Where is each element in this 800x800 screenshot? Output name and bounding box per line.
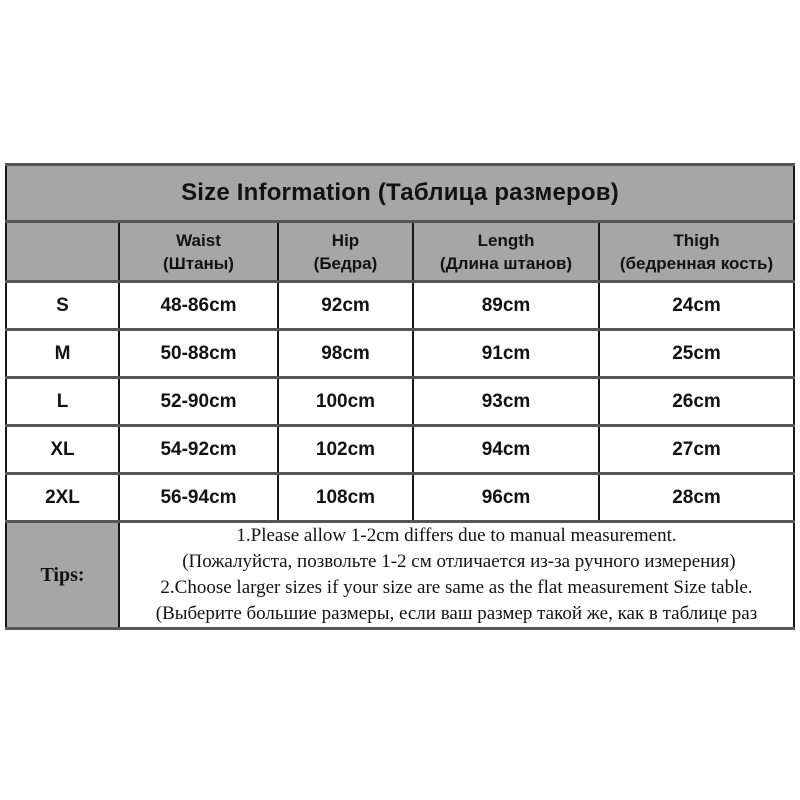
size-row-l xyxy=(6,378,794,426)
tips-row xyxy=(6,522,794,629)
column-header-length-en: Length xyxy=(477,230,535,250)
row-l-thigh: 26cm xyxy=(599,378,794,426)
row-2xl-length: 96cm xyxy=(413,474,599,522)
size-row-xl xyxy=(6,426,794,474)
tips-line-2: (Пожалуйста, позвольте 1-2 см отличается из-за ручного измерения) xyxy=(177,551,736,572)
column-header-thigh-en: Thigh xyxy=(673,230,720,250)
row-xl-hip: 102cm xyxy=(278,426,413,474)
size-row-m xyxy=(6,330,794,378)
size-row-s xyxy=(6,282,794,330)
row-xl-size-label: XL xyxy=(6,426,119,474)
row-s-thigh: 24cm xyxy=(599,282,794,330)
column-header-waist-en: Waist xyxy=(176,230,221,250)
row-2xl-waist: 56-94cm xyxy=(119,474,278,522)
row-xl-thigh: 27cm xyxy=(599,426,794,474)
size-row-2xl xyxy=(6,474,794,522)
tips-content xyxy=(119,522,794,629)
row-m-length: 91cm xyxy=(413,330,599,378)
row-s-waist: 48-86cm xyxy=(119,282,278,330)
column-header-waist-ru: (Штаны) xyxy=(163,253,234,273)
row-s-hip: 92cm xyxy=(278,282,413,330)
size-chart-title: Size Information (Таблица размеров) xyxy=(6,165,794,222)
tips-line-1: 1.Please allow 1-2cm differs due to manual measurement. xyxy=(236,525,677,546)
row-m-size-label: M xyxy=(6,330,119,378)
column-header-length-ru: (Длина штанов) xyxy=(439,253,573,273)
column-header-thigh-ru: (бедренная кость) xyxy=(619,253,774,273)
header-row xyxy=(6,222,794,282)
column-header-thigh xyxy=(599,222,794,282)
column-header-length xyxy=(413,222,599,282)
row-m-hip: 98cm xyxy=(278,330,413,378)
row-2xl-hip: 108cm xyxy=(278,474,413,522)
title-row xyxy=(6,165,794,222)
row-m-waist: 50-88cm xyxy=(119,330,278,378)
row-l-length: 93cm xyxy=(413,378,599,426)
row-l-size-label: L xyxy=(6,378,119,426)
column-header-waist xyxy=(119,222,278,282)
row-2xl-size-label: 2XL xyxy=(6,474,119,522)
row-xl-length: 94cm xyxy=(413,426,599,474)
row-s-size-label: S xyxy=(6,282,119,330)
row-m-thigh: 25cm xyxy=(599,330,794,378)
tips-line-4: (Выберите большие размеры, если ваш размер такой же, как в таблице раз xyxy=(155,603,758,624)
column-header-hip-en: Hip xyxy=(331,230,360,250)
tips-label: Tips: xyxy=(6,522,119,629)
column-header-hip xyxy=(278,222,413,282)
row-l-hip: 100cm xyxy=(278,378,413,426)
row-s-length: 89cm xyxy=(413,282,599,330)
header-empty-cell xyxy=(6,222,119,282)
column-header-hip-ru: (Бедра) xyxy=(313,253,378,273)
row-xl-waist: 54-92cm xyxy=(119,426,278,474)
size-chart-table xyxy=(5,163,795,630)
row-2xl-thigh: 28cm xyxy=(599,474,794,522)
tips-line-3: 2.Choose larger sizes if your size are same as the flat measurement Size table. xyxy=(160,577,753,598)
row-l-waist: 52-90cm xyxy=(119,378,278,426)
